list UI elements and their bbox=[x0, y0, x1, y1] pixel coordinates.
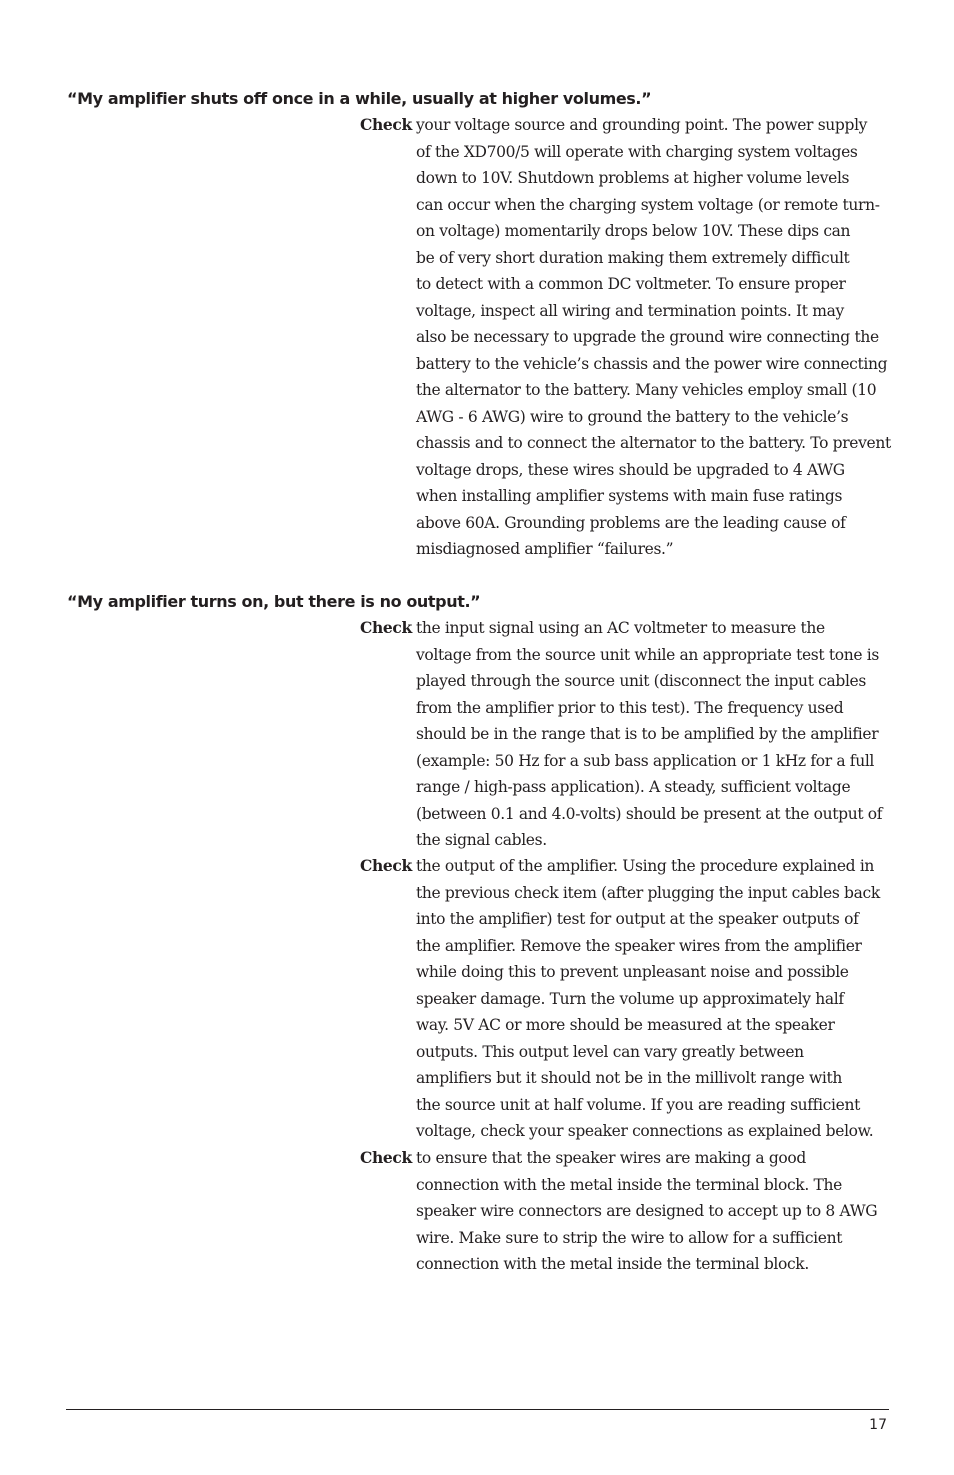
check-item-line bbox=[360, 510, 890, 537]
check-text: voltage drops, these wires should be upgraded to 4 AWG bbox=[416, 460, 845, 479]
check-text: connection with the metal inside the terminal block. bbox=[416, 1255, 809, 1273]
check-item-line bbox=[360, 457, 890, 484]
check-item-line bbox=[360, 1172, 890, 1199]
check-item-line bbox=[360, 139, 890, 166]
check-label: Check bbox=[360, 115, 412, 134]
check-text: your voltage source and grounding point. The power supply bbox=[416, 116, 868, 134]
check-label: Check bbox=[360, 856, 412, 875]
check-item-line bbox=[360, 774, 890, 801]
check-text: chassis and to connect the alternator to the battery. To prevent bbox=[416, 434, 891, 452]
check-item-line bbox=[360, 642, 890, 669]
check-item-line bbox=[360, 483, 890, 510]
check-item-line bbox=[360, 271, 890, 298]
check-item bbox=[360, 853, 890, 1145]
check-item-line bbox=[360, 165, 890, 192]
check-text: on voltage) momentarily drops below 10V. These dips can bbox=[416, 222, 851, 240]
check-item-line bbox=[360, 615, 890, 642]
check-item-line bbox=[360, 218, 890, 245]
check-text: range / high-pass application). A steady, sufficient voltage bbox=[416, 778, 851, 796]
check-text: the alternator to the battery. Many vehicles employ small (10 bbox=[416, 381, 877, 399]
check-text: into the amplifier) test for output at the speaker outputs of bbox=[416, 910, 859, 928]
check-text: the input signal using an AC voltmeter to measure the bbox=[416, 619, 825, 637]
check-text: the previous check item (after plugging the input cables back bbox=[416, 883, 880, 902]
section-heading-shutoff: “My amplifier shuts off once in a while, usually at higher volumes.” bbox=[67, 89, 652, 108]
check-label: Check bbox=[360, 1148, 412, 1167]
check-text: way. 5V AC or more should be measured at the speaker bbox=[416, 1016, 835, 1034]
check-item-line bbox=[360, 351, 890, 378]
check-text: connection with the metal inside the terminal block. The bbox=[416, 1175, 842, 1194]
check-item-line bbox=[360, 1118, 890, 1145]
check-item-line bbox=[360, 853, 890, 880]
check-item-line bbox=[360, 1145, 890, 1172]
check-item bbox=[360, 1145, 890, 1278]
check-item-line bbox=[360, 880, 890, 907]
check-item-line bbox=[360, 377, 890, 404]
check-text: misdiagnosed amplifier “failures.” bbox=[416, 540, 674, 558]
check-item-line bbox=[360, 324, 890, 351]
check-text: played through the source unit (disconnect the input cables bbox=[416, 672, 866, 690]
check-item-line bbox=[360, 986, 890, 1013]
check-text: wire. Make sure to strip the wire to allow for a sufficient bbox=[416, 1228, 843, 1247]
check-item-line bbox=[360, 959, 890, 986]
check-item-line bbox=[360, 298, 890, 325]
check-item-line bbox=[360, 1225, 890, 1252]
check-item-line bbox=[360, 245, 890, 272]
check-label: Check bbox=[360, 618, 412, 637]
check-text: from the amplifier prior to this test). The frequency used bbox=[416, 698, 844, 717]
check-text: be of very short duration making them extremely difficult bbox=[416, 248, 850, 267]
check-item-line bbox=[360, 721, 890, 748]
check-text: down to 10V. Shutdown problems at higher volume levels bbox=[416, 169, 850, 187]
check-item-line bbox=[360, 1065, 890, 1092]
check-item-line bbox=[360, 668, 890, 695]
check-item-line bbox=[360, 430, 890, 457]
check-item bbox=[360, 112, 890, 563]
check-text: voltage from the source unit while an appropriate test tone is bbox=[416, 645, 879, 664]
check-item-line bbox=[360, 404, 890, 431]
check-text: the signal cables. bbox=[416, 831, 547, 849]
check-text: voltage, check your speaker connections as explained below. bbox=[416, 1122, 874, 1140]
check-text: amplifiers but it should not be in the millivolt range with bbox=[416, 1069, 843, 1087]
check-text: the source unit at half volume. If you are reading sufficient bbox=[416, 1095, 860, 1114]
check-item-line bbox=[360, 748, 890, 775]
check-item-line bbox=[360, 536, 890, 563]
check-item-line bbox=[360, 827, 890, 854]
check-text: can occur when the charging system voltage (or remote turn- bbox=[416, 195, 880, 214]
check-text: to ensure that the speaker wires are making a good bbox=[416, 1149, 806, 1167]
check-item-line bbox=[360, 801, 890, 828]
check-item-line bbox=[360, 112, 890, 139]
check-text: outputs. This output level can vary greatly between bbox=[416, 1042, 804, 1061]
check-item bbox=[360, 615, 890, 854]
check-text: the amplifier. Remove the speaker wires from the amplifier bbox=[416, 936, 862, 955]
check-text: to detect with a common DC voltmeter. To ensure proper bbox=[416, 275, 846, 293]
footer-divider bbox=[66, 1409, 889, 1410]
check-item-line bbox=[360, 1092, 890, 1119]
check-item-line bbox=[360, 906, 890, 933]
check-item-line bbox=[360, 1039, 890, 1066]
check-text: when installing amplifier systems with main fuse ratings bbox=[416, 487, 843, 505]
check-item-line bbox=[360, 933, 890, 960]
page-number: 17 bbox=[869, 1417, 887, 1433]
check-item-line bbox=[360, 1198, 890, 1225]
check-text: (example: 50 Hz for a sub bass application or 1 kHz for a full bbox=[416, 751, 875, 770]
check-item-line bbox=[360, 1251, 890, 1278]
check-text: the output of the amplifier. Using the procedure explained in bbox=[416, 857, 875, 875]
check-text: AWG - 6 AWG) wire to ground the battery to the vehicle’s bbox=[416, 407, 849, 426]
section-heading-no-output: “My amplifier turns on, but there is no output.” bbox=[67, 592, 481, 611]
check-text: while doing this to prevent unpleasant noise and possible bbox=[416, 963, 849, 981]
check-text: also be necessary to upgrade the ground wire connecting the bbox=[416, 328, 879, 346]
check-item-line bbox=[360, 192, 890, 219]
check-text: should be in the range that is to be amplified by the amplifier bbox=[416, 725, 879, 743]
check-text: battery to the vehicle’s chassis and the power wire connecting bbox=[416, 354, 888, 373]
check-text: speaker wire connectors are designed to accept up to 8 AWG bbox=[416, 1202, 878, 1220]
check-text: voltage, inspect all wiring and termination points. It may bbox=[416, 301, 844, 320]
check-text: (between 0.1 and 4.0-volts) should be present at the output of bbox=[416, 804, 883, 823]
check-item-line bbox=[360, 695, 890, 722]
check-item-line bbox=[360, 1012, 890, 1039]
check-text: speaker damage. Turn the volume up approximately half bbox=[416, 989, 844, 1008]
check-text: of the XD700/5 will operate with charging system voltages bbox=[416, 142, 858, 161]
check-text: above 60A. Grounding problems are the leading cause of bbox=[416, 513, 846, 532]
